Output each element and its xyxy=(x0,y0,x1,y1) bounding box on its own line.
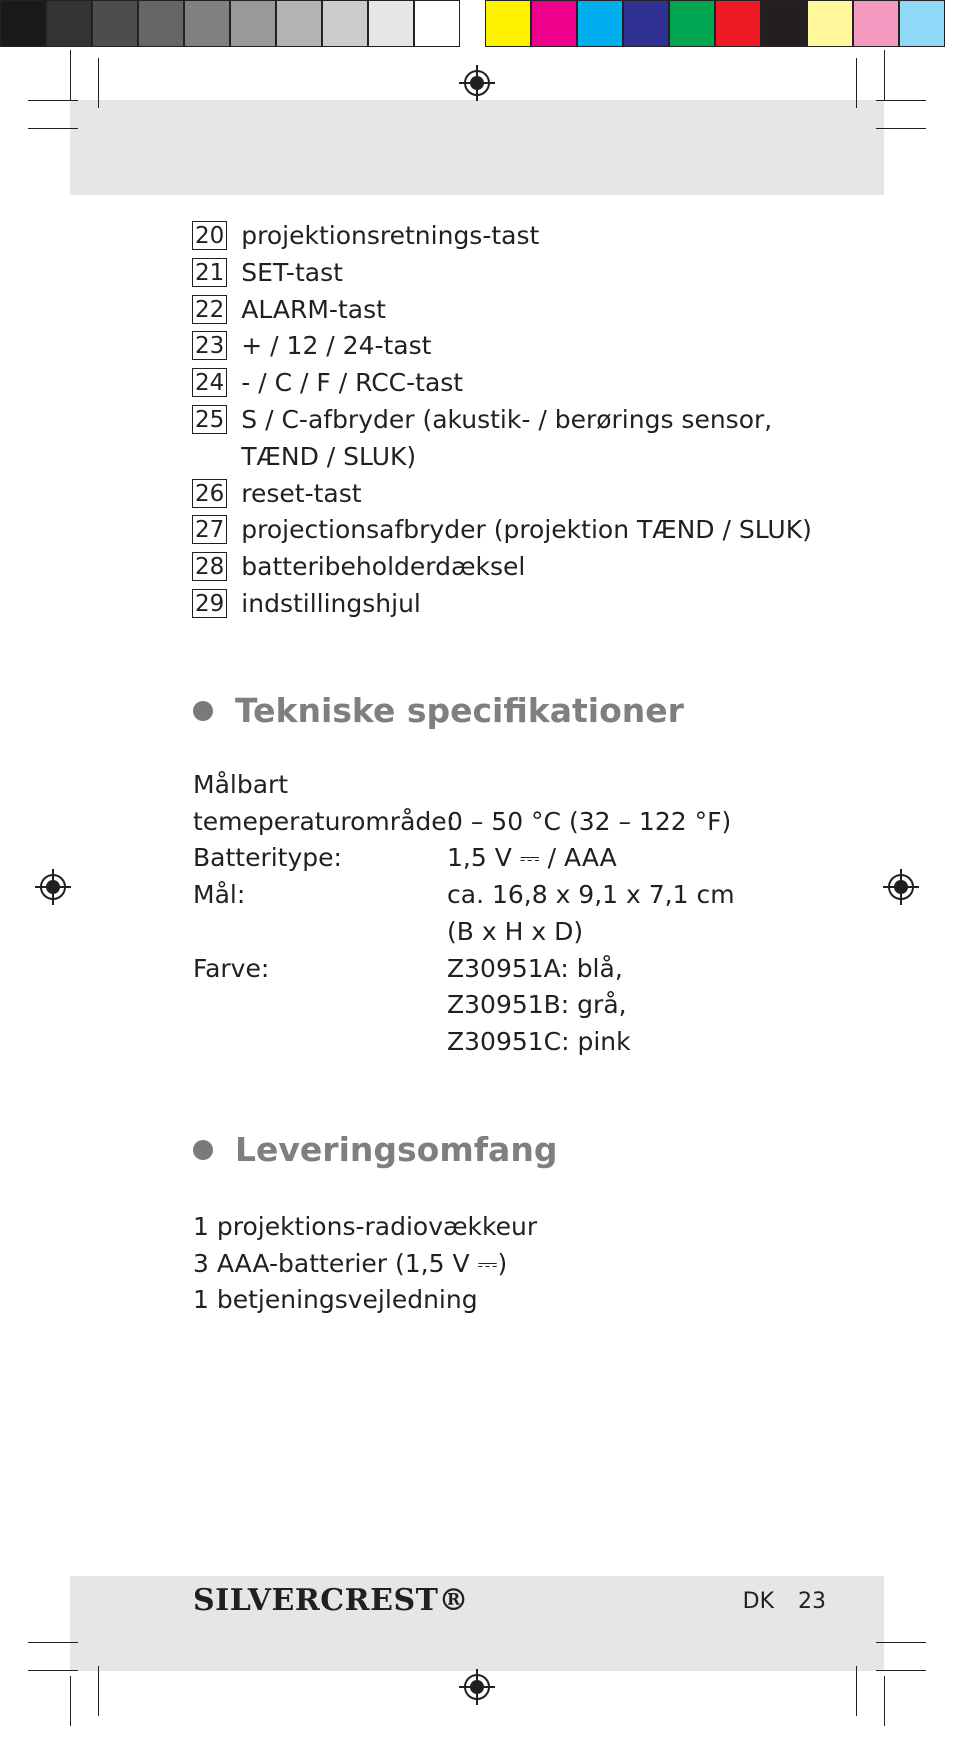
grayscale-swatch xyxy=(322,0,368,47)
spec-label: Batteritype: xyxy=(193,843,342,873)
grayscale-swatch xyxy=(0,0,46,47)
part-item xyxy=(192,402,812,476)
spec-label: temeperaturområde: xyxy=(193,806,456,836)
grayscale-swatch xyxy=(92,0,138,47)
delivery-scope-list xyxy=(193,1209,537,1319)
scope-item: 3 AAA-batterier (1,5 V ⎓) xyxy=(193,1248,508,1278)
tech-specs-table xyxy=(193,767,735,1061)
spec-value: ca. 16,8 x 9,1 x 7,1 cm (B x H x D) xyxy=(447,880,735,946)
bullet-icon xyxy=(193,1140,213,1160)
part-number-box: 26 xyxy=(192,479,227,508)
crop-mark xyxy=(28,128,78,129)
parts-list xyxy=(192,218,812,623)
color-swatch xyxy=(853,0,899,47)
part-number-box: 20 xyxy=(192,221,227,250)
registration-mark-bottom xyxy=(458,1668,496,1706)
crop-mark xyxy=(884,1676,885,1726)
tech-specs-heading xyxy=(193,691,684,730)
crop-mark xyxy=(856,58,857,108)
part-item xyxy=(192,328,812,365)
grayscale-swatch xyxy=(414,0,460,47)
part-label: + / 12 / 24-tast xyxy=(241,331,432,361)
registration-mark-left xyxy=(34,868,72,906)
part-number-box: 28 xyxy=(192,552,227,581)
part-label: projektionsretnings-tast xyxy=(241,221,540,250)
part-number-box: 29 xyxy=(192,589,227,618)
part-label: batteribeholderdæksel xyxy=(241,552,526,582)
process-color-bar xyxy=(485,0,945,50)
part-label: S / C-afbryder (akustik- / berørings sensor, TÆND / SLUK) xyxy=(241,404,773,471)
spec-label: Mål: xyxy=(193,880,246,910)
page-info xyxy=(743,1589,826,1614)
color-swatch xyxy=(899,0,945,47)
crop-mark xyxy=(876,100,926,101)
scope-item: 1 betjeningsvejledning xyxy=(193,1285,478,1314)
color-swatch xyxy=(623,0,669,47)
grayscale-swatch xyxy=(138,0,184,47)
delivery-scope-heading xyxy=(193,1130,557,1169)
spec-value: 0 – 50 °C (32 – 122 °F) xyxy=(447,806,732,836)
crop-mark xyxy=(98,58,99,108)
tech-specs-title: Tekniske specifikationer xyxy=(235,691,684,730)
brand-logo: SILVERCREST® xyxy=(193,1583,469,1618)
spec-value: 1,5 V ⎓ / AAA xyxy=(447,843,617,873)
grayscale-color-bar xyxy=(0,0,460,50)
part-label: indstillingshjul xyxy=(241,588,421,618)
crop-mark xyxy=(70,1676,71,1726)
spec-label: Farve: xyxy=(193,953,270,983)
crop-mark xyxy=(28,100,78,101)
part-item xyxy=(192,512,812,549)
spec-value: Z30951A: blå, Z30951B: grå, Z30951C: pink xyxy=(447,953,631,1056)
part-item xyxy=(192,218,812,255)
spec-row xyxy=(193,767,735,804)
crop-mark xyxy=(876,1642,926,1643)
part-label: reset-tast xyxy=(241,478,362,508)
grayscale-swatch xyxy=(276,0,322,47)
spec-row xyxy=(193,840,735,877)
registration-mark-top xyxy=(458,64,496,102)
part-item xyxy=(192,586,812,623)
color-swatch xyxy=(761,0,807,47)
part-item xyxy=(192,365,812,402)
crop-mark xyxy=(876,128,926,129)
color-swatch xyxy=(715,0,761,47)
color-swatch xyxy=(807,0,853,47)
grayscale-swatch xyxy=(184,0,230,47)
page-number: 23 xyxy=(798,1589,826,1614)
grayscale-swatch xyxy=(46,0,92,47)
crop-mark xyxy=(876,1670,926,1671)
part-item xyxy=(192,292,812,329)
grayscale-swatch xyxy=(368,0,414,47)
spec-row xyxy=(193,804,735,841)
crop-mark xyxy=(884,50,885,100)
grayscale-swatch xyxy=(230,0,276,47)
part-label: SET-tast xyxy=(241,257,343,287)
scope-item: 1 projektions-radiovækkeur xyxy=(193,1212,538,1241)
color-swatch xyxy=(485,0,531,47)
part-label: - / C / F / RCC-tast xyxy=(241,368,464,398)
part-number-box: 23 xyxy=(192,331,227,360)
part-number-box: 24 xyxy=(192,368,227,397)
color-swatch xyxy=(531,0,577,47)
delivery-scope-title: Leveringsomfang xyxy=(235,1130,558,1169)
crop-mark xyxy=(70,50,71,100)
part-item xyxy=(192,476,812,513)
part-item xyxy=(192,549,812,586)
crop-mark xyxy=(856,1666,857,1716)
header-band xyxy=(70,100,884,195)
spec-row xyxy=(193,877,735,950)
part-number-box: 27 xyxy=(192,515,227,544)
part-item xyxy=(192,255,812,292)
part-label: projectionsafbryder (projektion TÆND / SLUK) xyxy=(241,515,812,545)
color-swatch xyxy=(669,0,715,47)
crop-mark xyxy=(28,1670,78,1671)
part-label: ALARM-tast xyxy=(241,294,386,324)
registration-mark-right xyxy=(882,868,920,906)
crop-mark xyxy=(28,1642,78,1643)
color-swatch xyxy=(577,0,623,47)
part-number-box: 25 xyxy=(192,405,227,434)
spec-row xyxy=(193,951,735,1061)
part-number-box: 21 xyxy=(192,258,227,287)
language-code: DK xyxy=(742,1589,774,1614)
bullet-icon xyxy=(193,701,213,721)
crop-mark xyxy=(98,1666,99,1716)
spec-label: Målbart xyxy=(193,770,289,799)
part-number-box: 22 xyxy=(192,295,227,324)
